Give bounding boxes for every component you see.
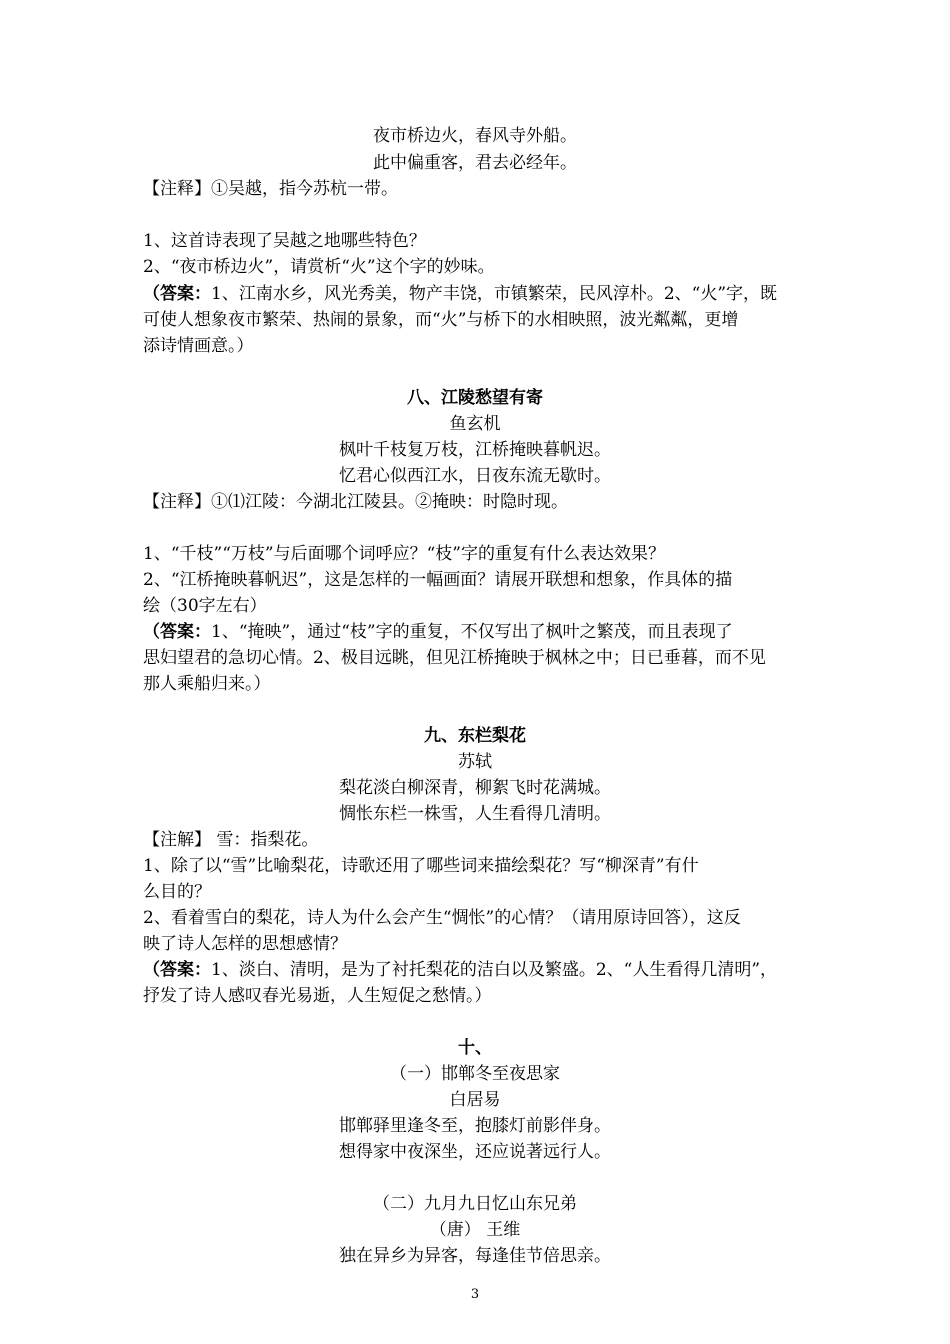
annotation: 【注释】①⑴江陵：今湖北江陵县。②掩映：时隐时现。 (143, 492, 568, 512)
poem-line: 梨花淡白柳深青，柳絮飞时花满城。 (339, 778, 611, 798)
answer-line: 可使人想象夜市繁荣、热闹的景象，而“火”与桥下的水相映照，波光粼粼，更增 (143, 310, 739, 330)
question: 1、除了以“雪”比喻梨花，诗歌还用了哪些词来描绘梨花？写“柳深青”有什 (143, 856, 699, 876)
section-title: 十、 (458, 1038, 492, 1058)
question: 1、“千枝”“万枝”与后面哪个词呼应？“枝”字的重复有什么表达效果？ (143, 544, 665, 564)
question: 绘（30字左右） (143, 596, 267, 616)
question: 2、看着雪白的梨花，诗人为什么会产生“惆怅”的心情？（请用原诗回答），这反 (143, 908, 741, 928)
answer-label: （答案： (143, 284, 211, 304)
poem-line: 忆君心似西江水，日夜东流无歇时。 (339, 466, 611, 486)
answer-line: 添诗情画意。） (143, 336, 254, 356)
annotation: 【注释】①吴越，指今苏杭一带。 (143, 179, 398, 199)
section-title: 八、江陵愁望有寄 (407, 388, 543, 408)
page-number: 3 (470, 1287, 480, 1302)
poem-author: （唐） 王维 (429, 1220, 521, 1240)
question: 2、“江桥掩映暮帆迟”，这是怎样的一幅画面？请展开联想和想象，作具体的描 (143, 570, 733, 590)
answer-line: 抒发了诗人感叹春光易逝，人生短促之愁情。） (143, 986, 492, 1006)
poem-author: 鱼玄机 (449, 414, 501, 434)
answer-line: （答案：1、“掩映”，通过“枝”字的重复，不仅写出了枫叶之繁茂，而且表现了 (143, 622, 733, 642)
question: 映了诗人怎样的思想感情？ (143, 934, 347, 954)
poem-author: 白居易 (449, 1090, 501, 1110)
answer-label: （答案： (143, 960, 211, 980)
answer-line: 思妇望君的急切心情。2、极目远眺，但见江桥掩映于枫林之中；日已垂暮，而不见 (143, 648, 766, 668)
poem-line: 惆怅东栏一株雪，人生看得几清明。 (339, 804, 611, 824)
answer-line: 那人乘船归来。） (143, 674, 271, 694)
poem-author: 苏轼 (458, 752, 492, 772)
poem-title: （一）邯郸冬至夜思家 (390, 1064, 560, 1084)
question: 2、“夜市桥边火”，请赏析“火”这个字的妙味。 (143, 257, 495, 277)
answer-label: （答案： (143, 622, 211, 642)
poem-line: 邯郸驿里逢冬至，抱膝灯前影伴身。 (339, 1116, 611, 1136)
answer-line: （答案：1、淡白、清明，是为了衬托梨花的洁白以及繁盛。2、“人生看得几清明”， (143, 960, 778, 980)
question: 么目的？ (143, 882, 211, 902)
poem-line: 此中偏重客，君去必经年。 (373, 153, 577, 173)
poem-line: 夜市桥边火，春风寺外船。 (373, 126, 577, 146)
poem-line: 枫叶千枝复万枝，江桥掩映暮帆迟。 (339, 440, 611, 460)
poem-line: 独在异乡为异客，每逢佳节倍思亲。 (339, 1246, 611, 1266)
poem-line: 想得家中夜深坐，还应说著远行人。 (339, 1142, 611, 1162)
section-title: 九、东栏梨花 (424, 726, 526, 746)
question: 1、这首诗表现了吴越之地哪些特色？ (143, 231, 426, 251)
answer-line: （答案：1、江南水乡，风光秀美，物产丰饶，市镇繁荣，民风淳朴。2、“火”字，既 (143, 284, 778, 304)
annotation: 【注解】 雪：指梨花。 (143, 830, 319, 850)
poem-title: （二）九月九日忆山东兄弟 (373, 1194, 577, 1214)
